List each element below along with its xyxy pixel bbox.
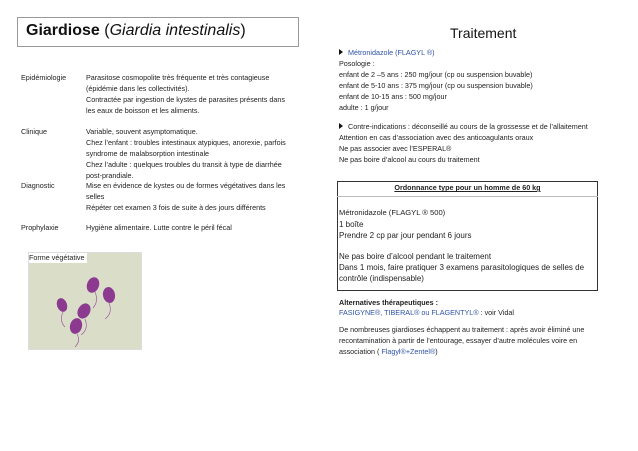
triangle-bullet-icon [339,49,343,55]
prescription-heading: Ordonnance type pour un homme de 60 kg [394,183,541,192]
dosage-block: Posologie : enfant de 2 –5 ans : 250 mg/jour (cp ou suspension buvable) enfant de 5-10 ans : 375 mg/jour (cp ou suspension buvable) enfant de 10-15 ans : 500 mg/jour adulte : 1 g/jour [339,59,533,112]
row-value-epidemiologie: Parasitose cosmopolite très fréquente et très contagieuse (épidémie dans les collectivités). Contractée par ingestion de kystes de parasites présents dans les eaux de boisson et les aliments. [86,73,285,115]
row-label-prophylaxie: Prophylaxie [21,223,59,232]
treatment-drug: Métronidazole (FLAGYL ®) [339,47,435,58]
photo-caption: Forme végétative [29,253,85,262]
row-value-diagnostic: Mise en évidence de kystes ou de formes végétatives dans les selles Répéter cet examen 3 fois de suite à des jours différents [86,181,286,212]
row-label-epidemiologie: Epidémiologie [21,73,67,82]
divider [337,196,598,197]
page-title: Giardiose (Giardia intestinalis) [26,22,246,39]
prescription-drug: Métronidazole (FLAGYL ® 500) [339,208,446,217]
prescription-lines-b: Ne pas boire d’alcool pendant le traitement Dans 1 mois, faire pratiquer 3 examens parasitologiques de selles de contrôle (indispensable) [339,252,585,283]
contraindications-block: Contre-indications : déconseillé au cours de la grossesse et de l’allaitement Attention en cas d’association avec des anticoagulants oraux Ne pas associer avec l’ESPERAL® Ne pas boire d’alcool au cours du traitement [339,122,588,164]
row-value-prophylaxie: Hygiène alimentaire. Lutte contre le péril fécal [86,223,232,232]
prescription-lines-a: 1 boîte Prendre 2 cp par jour pendant 6 jours [339,220,472,240]
row-value-clinique: Variable, souvent asymptomatique. Chez l’enfant : troubles intestinaux atypiques, anorexie, parfois syndrome de malabsorption intestinale Chez l’adulte : quelques troubles du transit à type de diarrhée post-prandiale. [86,127,286,180]
row-label-clinique: Clinique [21,127,47,136]
parasite-photo [28,252,142,350]
alternatives-heading: Alternatives thérapeutiques : [339,298,439,307]
row-label-diagnostic: Diagnostic [21,181,55,190]
treatment-title: Traitement [450,25,517,41]
alternatives-drugs: FASIGYNE®, TIBERAL® ou FLAGENTYL® : voir Vidal [339,308,515,317]
triangle-bullet-icon [339,123,343,129]
alternatives-note: De nombreuses giardioses échappent au traitement : après avoir éliminé une recontamination à partir de l’entourage, essayer d’autre molécules voire en association ( Flagyl®+Zentel®) [339,325,585,356]
giardia-image [29,253,141,349]
